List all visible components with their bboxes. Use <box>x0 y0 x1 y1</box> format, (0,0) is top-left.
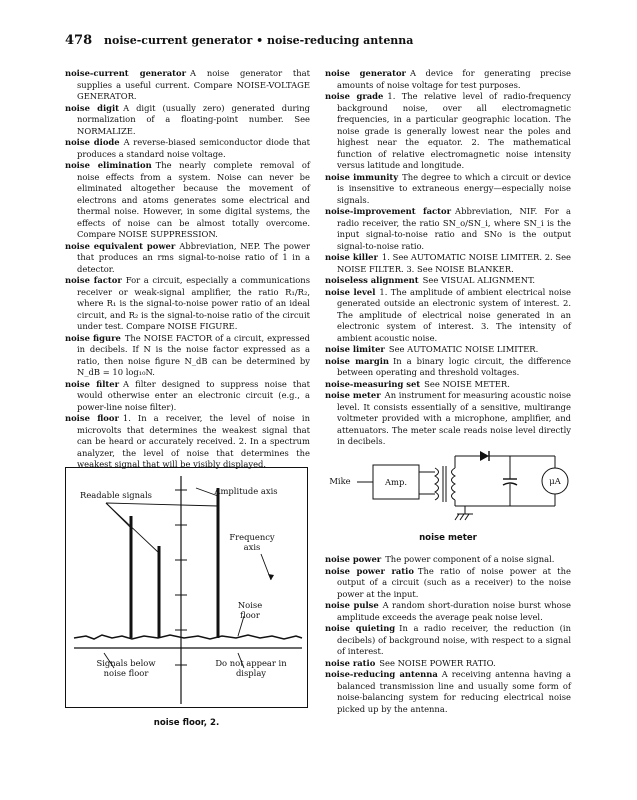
entry-definition: A receiving antenna having a balanced transmission line and usually some form of noise-balancing system for reducing electrical noise picked up by the antenna. <box>337 669 571 714</box>
entry-term: noise factor <box>65 275 122 285</box>
dictionary-entry <box>325 390 571 448</box>
dictionary-entry <box>325 379 571 391</box>
entry-definition: An instrument for measuring acoustic noise level. It consists essentially of a sensitive, multirange voltmeter provided with a microphone, amplifier, and attenuators. The meter scale reads noise level directly in decibels. <box>337 390 571 446</box>
noise-floor-label: Noise floor <box>237 600 263 620</box>
running-title: noise-current generator • noise-reducing antenna <box>103 34 414 47</box>
entry-term: noise equivalent power <box>65 240 176 251</box>
dictionary-entry <box>325 669 571 715</box>
entry-term: noise-current generator <box>65 68 187 78</box>
entry-term: noise grade <box>325 91 384 101</box>
entry-definition: 1. In a receiver, the level of noise in microvolts that determines the weakest signal that can be heard or accurately received. 2. In a spectrum analyzer, the level of noise that determines the weakest signal that will be visibly displayed. <box>77 413 311 469</box>
dictionary-entry <box>325 275 571 287</box>
diode <box>480 451 489 461</box>
page-number: 478 <box>65 33 93 48</box>
dictionary-entry <box>325 68 571 91</box>
entry-definition: The ratio of noise power at the output of a circuit (such as a receiver) to the noise power at the input. <box>337 565 571 599</box>
dictionary-entry <box>325 600 571 623</box>
noise-floor-trace <box>74 635 302 639</box>
entry-definition: See NOISE POWER RATIO. <box>379 657 496 668</box>
entry-term: noise-measuring set <box>325 378 421 389</box>
entry-definition: The NOISE FACTOR of a circuit, expressed in decibels. If N is the noise factor expressed as a ratio, then noise figure N_dB can be determined by N_dB = 10 log₁₀N. <box>77 332 310 377</box>
transformer-primary <box>435 468 439 500</box>
entry-definition: Abbreviation, NEP. The power that produces an rms signal-to-noise ratio of 1 in a detector. <box>77 240 310 274</box>
left-column <box>65 68 310 471</box>
entry-term: noise quieting <box>325 623 396 633</box>
entry-term: noise diode <box>65 137 120 147</box>
entry-term: noise figure <box>65 332 121 343</box>
amp-label: Amp. <box>384 477 407 487</box>
entry-term: noise limiter <box>325 344 385 354</box>
entry-term: noise filter <box>65 378 120 389</box>
entry-definition: A random short-duration noise burst whose amplitude exceeds the average peak noise level. <box>337 600 571 622</box>
entry-definition: 1. The amplitude of ambient electrical noise generated outside an electronic system of interest. 2. The amplitude of electrical noise generated in an electronic system of interest. 3. The intensity of ambient acoustic noise. <box>337 286 571 343</box>
dictionary-entry <box>65 68 310 103</box>
dictionary-entry <box>325 344 571 356</box>
noise-floor-figure <box>65 467 308 708</box>
entry-definition: See NOISE METER. <box>424 378 510 389</box>
entry-term: noise power <box>325 554 382 564</box>
entry-term: noise-reducing antenna <box>325 669 438 679</box>
noise-meter-figure <box>325 440 571 530</box>
entry-definition: In a radio receiver, the reduction (in decibels) of background noise, with respect to a signal of interest. <box>337 623 571 656</box>
transformer-secondary <box>452 468 456 500</box>
entry-term: noise immunity <box>325 171 399 182</box>
entry-definition: A reverse-biased semiconductor diode that produces a standard noise voltage. <box>77 137 310 159</box>
dictionary-entry <box>325 623 571 658</box>
entry-term: noise ratio <box>325 657 376 668</box>
dictionary-entry <box>325 252 571 275</box>
dictionary-entry <box>325 91 571 172</box>
dictionary-entry <box>65 275 310 333</box>
entry-term: noise killer <box>325 252 378 262</box>
dictionary-entry <box>65 103 310 138</box>
entry-definition: 1. See AUTOMATIC NOISE LIMITER. 2. See NOISE FILTER. 3. See NOISE BLANKER. <box>337 252 572 274</box>
dictionary-entry <box>65 241 310 276</box>
mike-label: Mike <box>329 476 351 486</box>
entry-definition: For a circuit, especially a communications receiver or weak-signal amplifier, the ratio R₁/R₂, where R₁ is the signal-to-noise power ratio of an ideal circuit, and R₂ is the signal-to-noise ratio of the circuit under test. Compare NOISE FIGURE. <box>77 275 310 331</box>
dictionary-entry <box>325 287 571 345</box>
entry-definition: In a binary logic circuit, the difference between operating and threshold voltages. <box>337 355 571 377</box>
dictionary-entry <box>65 379 310 414</box>
meter-label: μA <box>549 476 561 486</box>
entry-definition: A device for generating precise amounts of noise voltage for test purposes. <box>337 68 572 90</box>
do-not-appear-label: Do not appear in display <box>215 658 287 678</box>
noise-meter-schematic <box>325 440 571 530</box>
entry-term: noise pulse <box>325 600 379 610</box>
page-header <box>65 33 413 48</box>
noise-meter-caption: noise meter <box>419 533 477 543</box>
entry-term: noise margin <box>325 355 389 366</box>
entry-definition: A digit (usually zero) generated during normalization of a floating-point number. See NORMALIZE. <box>77 102 310 136</box>
dictionary-entry <box>65 160 310 241</box>
entry-definition: 1. The relative level of radio-frequency background noise, over all electromagnetic frequencies, in a particular geographic location. The noise grade is generally lowest near the poles and highest near the equator. 2. The mathematical function of relative electromagnetic noise intensity versus latitude and longitude. <box>337 91 571 170</box>
entry-term: noise meter <box>325 390 381 400</box>
entry-definition: See AUTOMATIC NOISE LIMITER. <box>388 344 539 354</box>
signals-below-label: Signals below noise floor <box>96 658 156 678</box>
entry-definition: The degree to which a circuit or device is insensitive to extraneous energy—especially noise signals. <box>337 171 571 205</box>
frequency-axis-label: Frequency axis <box>229 532 275 552</box>
entry-term: noise digit <box>65 102 120 113</box>
entry-term: noise level <box>325 286 376 297</box>
dictionary-entry <box>325 554 571 566</box>
callout-lines <box>104 488 271 668</box>
entry-term: noise generator <box>325 68 406 78</box>
freq-arrow-head <box>268 574 274 580</box>
right-column-lower <box>325 554 571 715</box>
dictionary-entry <box>325 566 571 601</box>
dictionary-entry <box>325 206 571 252</box>
entry-term: noiseless alignment <box>325 275 419 285</box>
dictionary-entry <box>325 172 571 207</box>
entry-definition: The power component of a noise signal. <box>385 554 555 564</box>
entry-definition: A filter designed to suppress noise that would otherwise enter an electronic circuit (e.g., a power-line noise filter). <box>77 378 310 412</box>
entry-term: noise elimination <box>65 160 152 170</box>
amplitude-axis-label: Amplitude axis <box>214 486 278 496</box>
entry-definition: A noise generator that supplies a useful current. Compare NOISE-VOLTAGE GENERATOR. <box>77 68 310 101</box>
dictionary-entry <box>65 137 310 160</box>
noise-floor-caption: noise floor, 2. <box>153 718 220 728</box>
entry-term: noise floor <box>65 413 119 423</box>
dictionary-entry <box>325 658 571 670</box>
dictionary-entry <box>65 333 310 379</box>
entry-term: noise-improvement factor <box>325 206 452 216</box>
entry-term: noise power ratio <box>325 565 414 576</box>
dictionary-entry <box>65 413 310 471</box>
entry-definition: Abbreviation, NIF. For a radio receiver, the ratio SN_o/SN_i, where SN_i is the input signal-to-noise ratio and SNo is the output signal-to-noise ratio. <box>337 206 571 251</box>
right-column <box>325 68 571 448</box>
dictionary-entry <box>325 356 571 379</box>
entry-definition: See VISUAL ALIGNMENT. <box>422 275 536 285</box>
entry-definition: The nearly complete removal of noise effects from a system. Noise can never be eliminated altogether because the movement of electrons and atoms generates some electrical and thermal noise. However, in some digital systems, the effects of noise can be almost totally overcome. Compare NOISE SUPPRESSION. <box>77 160 310 239</box>
readable-signals-label: Readable signals <box>80 490 152 500</box>
